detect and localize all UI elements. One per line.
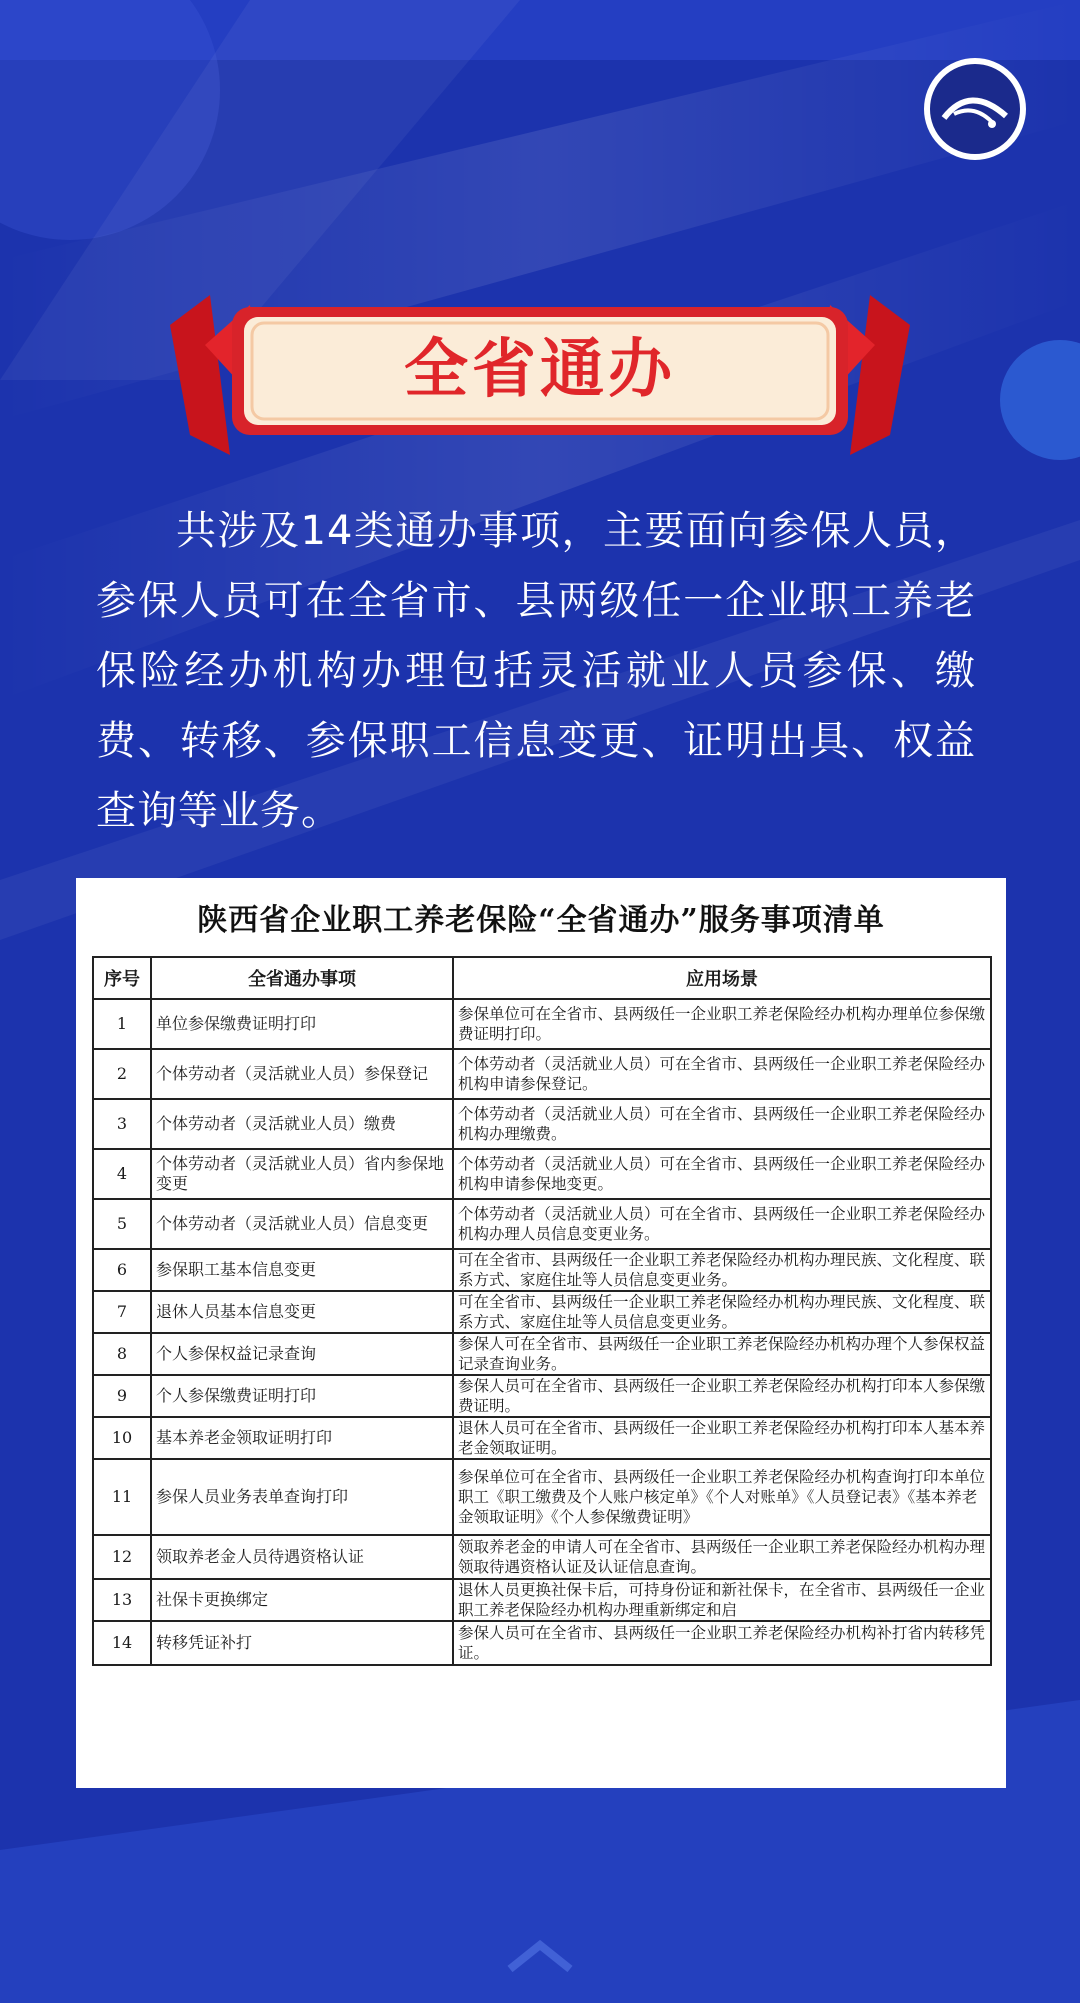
row-item: 转移凭证补打 (151, 1621, 453, 1665)
document-title: 陕西省企业职工养老保险“全省通办”服务事项清单 (197, 903, 885, 938)
table-row (93, 999, 991, 1049)
row-number: 13 (93, 1579, 151, 1621)
table-row (93, 1049, 991, 1099)
logo-icon (924, 58, 1026, 160)
row-number: 5 (93, 1199, 151, 1249)
table-row (93, 1149, 991, 1199)
table-row (93, 1333, 991, 1375)
row-number: 11 (93, 1459, 151, 1535)
table-row (93, 1249, 991, 1291)
chevron-up-icon (500, 1935, 580, 1975)
row-scene: 个体劳动者（灵活就业人员）可在全省市、县两级任一企业职工养老保险经办机构申请参保登记。 (453, 1049, 991, 1099)
row-item: 社保卡更换绑定 (151, 1579, 453, 1621)
row-scene: 退休人员可在全省市、县两级任一企业职工养老保险经办机构打印本人基本养老金领取证明。 (453, 1417, 991, 1459)
row-number: 4 (93, 1149, 151, 1199)
row-item: 个体劳动者（灵活就业人员）缴费 (151, 1099, 453, 1149)
row-scene: 参保人可在全省市、县两级任一企业职工养老保险经办机构办理个人参保权益记录查询业务。 (453, 1333, 991, 1375)
row-item: 基本养老金领取证明打印 (151, 1417, 453, 1459)
row-number: 10 (93, 1417, 151, 1459)
row-item: 个人参保权益记录查询 (151, 1333, 453, 1375)
service-table (92, 956, 992, 1666)
row-scene: 参保单位可在全省市、县两级任一企业职工养老保险经办机构办理单位参保缴费证明打印。 (453, 999, 991, 1049)
row-number: 7 (93, 1291, 151, 1333)
row-item: 领取养老金人员待遇资格认证 (151, 1535, 453, 1579)
table-row (93, 1291, 991, 1333)
row-item: 单位参保缴费证明打印 (151, 999, 453, 1049)
header-item: 全省通办事项 (151, 957, 453, 999)
row-item: 个体劳动者（灵活就业人员）信息变更 (151, 1199, 453, 1249)
table-row (93, 1099, 991, 1149)
row-scene: 个体劳动者（灵活就业人员）可在全省市、县两级任一企业职工养老保险经办机构办理缴费。 (453, 1099, 991, 1149)
row-item: 个体劳动者（灵活就业人员）省内参保地变更 (151, 1149, 453, 1199)
row-scene: 个体劳动者（灵活就业人员）可在全省市、县两级任一企业职工养老保险经办机构办理人员信息变更业务。 (453, 1199, 991, 1249)
row-item: 参保职工基本信息变更 (151, 1249, 453, 1291)
header-scene: 应用场景 (453, 957, 991, 999)
table-row (93, 1375, 991, 1417)
row-scene: 可在全省市、县两级任一企业职工养老保险经办机构办理民族、文化程度、联系方式、家庭住址等人员信息变更业务。 (453, 1291, 991, 1333)
row-number: 8 (93, 1333, 151, 1375)
table-row (93, 1579, 991, 1621)
row-scene: 个体劳动者（灵活就业人员）可在全省市、县两级任一企业职工养老保险经办机构申请参保地变更。 (453, 1149, 991, 1199)
intro-paragraph: 共涉及14类通办事项，主要面向参保人员，参保人员可在全省市、县两级任一企业职工养老保险经办机构办理包括灵活就业人员参保、缴费、转移、参保职工信息变更、证明出具、权益查询等业务。 (96, 508, 976, 834)
table-row (93, 1621, 991, 1665)
row-number: 3 (93, 1099, 151, 1149)
row-number: 12 (93, 1535, 151, 1579)
row-number: 2 (93, 1049, 151, 1099)
row-scene: 退休人员更换社保卡后，可持身份证和新社保卡，在全省市、县两级任一企业职工养老保险经办机构办理重新绑定和启 (453, 1579, 991, 1621)
row-item: 参保人员业务表单查询打印 (151, 1459, 453, 1535)
row-item: 个体劳动者（灵活就业人员）参保登记 (151, 1049, 453, 1099)
table-row (93, 1459, 991, 1535)
table-row (93, 1535, 991, 1579)
row-scene: 可在全省市、县两级任一企业职工养老保险经办机构办理民族、文化程度、联系方式、家庭住址等人员信息变更业务。 (453, 1249, 991, 1291)
banner-title: 全省通办 (404, 333, 676, 407)
row-number: 9 (93, 1375, 151, 1417)
row-item: 退休人员基本信息变更 (151, 1291, 453, 1333)
service-list-document (76, 878, 1006, 1788)
table-row (93, 1417, 991, 1459)
row-number: 6 (93, 1249, 151, 1291)
table-row (93, 1199, 991, 1249)
row-scene: 参保单位可在全省市、县两级任一企业职工养老保险经办机构查询打印本单位职工《职工缴费及个人账户核定单》《个人对账单》《人员登记表》《基本养老金领取证明》《个人参保缴费证明》 (453, 1459, 991, 1535)
row-scene: 参保人员可在全省市、县两级任一企业职工养老保险经办机构打印本人参保缴费证明。 (453, 1375, 991, 1417)
table-header-row (93, 957, 991, 999)
row-number: 1 (93, 999, 151, 1049)
row-number: 14 (93, 1621, 151, 1665)
row-item: 个人参保缴费证明打印 (151, 1375, 453, 1417)
row-scene: 参保人员可在全省市、县两级任一企业职工养老保险经办机构补打省内转移凭证。 (453, 1621, 991, 1665)
header-no: 序号 (93, 957, 151, 999)
row-scene: 领取养老金的申请人可在全省市、县两级任一企业职工养老保险经办机构办理领取待遇资格认证及认证信息查询。 (453, 1535, 991, 1579)
